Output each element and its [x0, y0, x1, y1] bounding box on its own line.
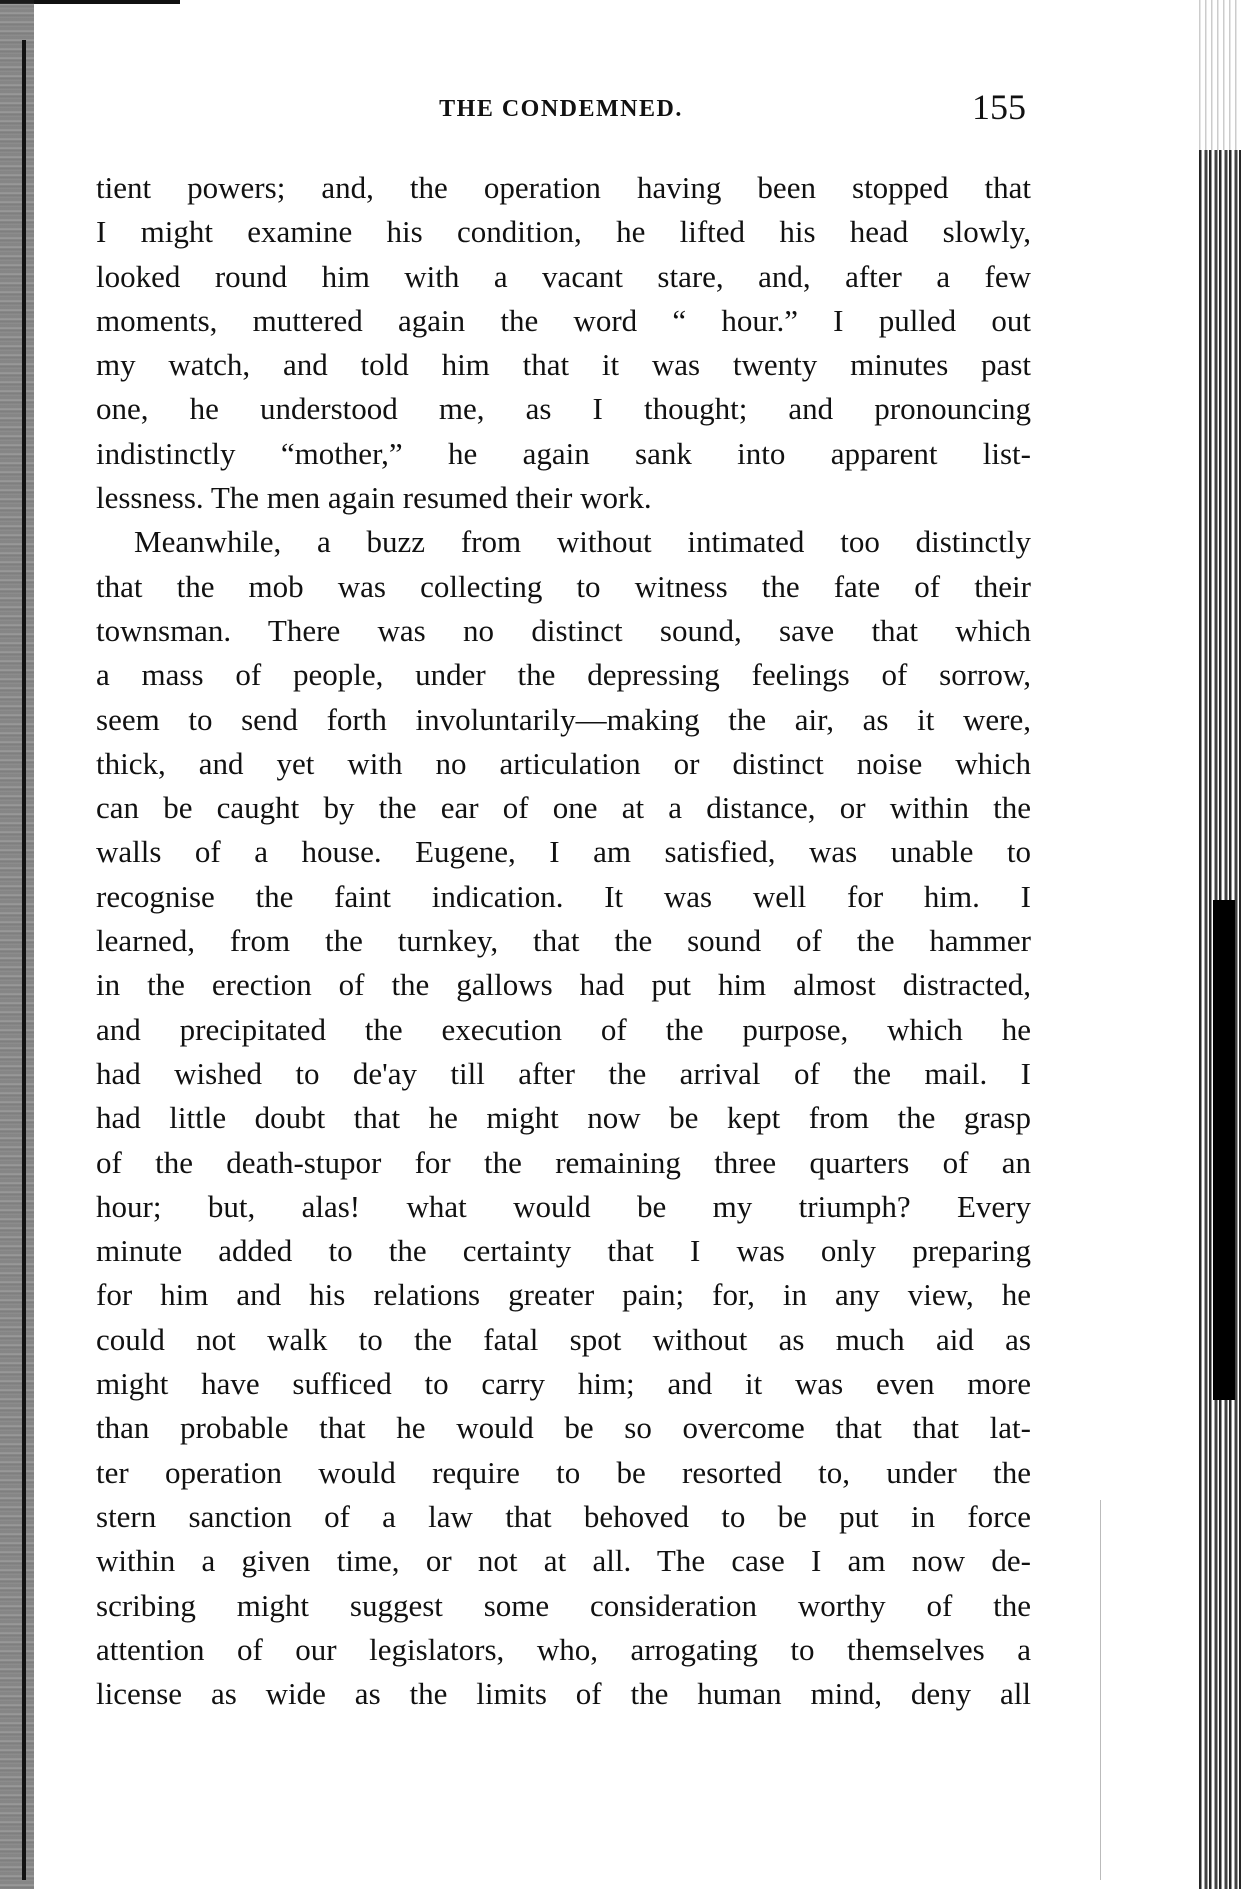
text-line: looked round him with a vacant stare, and, after a few	[96, 258, 1031, 294]
text-line: that the mob was collecting to witness the fate of their	[96, 568, 1031, 604]
text-line: had wished to de'ay till after the arrival of the mail. I	[96, 1055, 1031, 1091]
scan-binding-shadow	[1213, 900, 1235, 1400]
text-line: stern sanction of a law that behoved to be put in force	[96, 1498, 1031, 1534]
text-line: within a given time, or not at all. The case I am now de-	[96, 1543, 1031, 1579]
text-line: can be caught by the ear of one at a distance, or within the	[96, 790, 1031, 826]
text-line: I might examine his condition, he lifted his head slowly,	[96, 214, 1031, 250]
text-line: license as wide as the limits of the human mind, deny all	[96, 1676, 1031, 1712]
body-text	[96, 166, 1031, 1716]
paragraph-2	[96, 520, 1031, 1716]
text-line: seem to send forth involuntarily—making the air, as it were,	[96, 701, 1031, 737]
text-line: attention of our legislators, who, arrogating to themselves a	[96, 1631, 1031, 1667]
text-line: learned, from the turnkey, that the sound of the hammer	[96, 923, 1031, 959]
text-line: in the erection of the gallows had put him almost distracted,	[96, 967, 1031, 1003]
text-line: thick, and yet with no articulation or distinct noise which	[96, 745, 1031, 781]
text-line: could not walk to the fatal spot without as much aid as	[96, 1321, 1031, 1357]
scan-gutter-line	[22, 40, 26, 1880]
text-line: one, he understood me, as I thought; and pronouncing	[96, 391, 1031, 427]
text-line: might have sufficed to carry him; and it was even more	[96, 1366, 1031, 1402]
paragraph-1	[96, 166, 1031, 520]
text-line: than probable that he would be so overcome that that lat-	[96, 1410, 1031, 1446]
text-line: of the death-stupor for the remaining three quarters of an	[96, 1144, 1031, 1180]
text-line: for him and his relations greater pain; for, in any view, he	[96, 1277, 1031, 1313]
running-head: THE CONDEMNED.	[439, 96, 683, 122]
text-line: Meanwhile, a buzz from without intimated too distinctly	[134, 524, 1031, 560]
text-line: walls of a house. Eugene, I am satisfied, was unable to	[96, 834, 1031, 870]
scan-gutter-left	[0, 0, 34, 1889]
scan-margin-line	[1100, 1500, 1101, 1880]
text-line: and precipitated the execution of the purpose, which he	[96, 1011, 1031, 1047]
page-header	[96, 86, 1026, 132]
text-line: tient powers; and, the operation having been stopped that	[96, 170, 1031, 205]
text-line: lessness. The men again resumed their work.	[96, 480, 652, 516]
text-line: had little doubt that he might now be kept from the grasp	[96, 1100, 1031, 1136]
text-line: recognise the faint indication. It was well for him. I	[96, 878, 1031, 914]
text-line: my watch, and told him that it was twenty minutes past	[96, 347, 1031, 383]
text-line: minute added to the certainty that I was only preparing	[96, 1233, 1031, 1269]
text-line: moments, muttered again the word “ hour.” I pulled out	[96, 302, 1031, 338]
text-line: hour; but, alas! what would be my triumph? Every	[96, 1188, 1031, 1224]
text-line: townsman. There was no distinct sound, save that which	[96, 612, 1031, 648]
text-line: a mass of people, under the depressing feelings of sorrow,	[96, 657, 1031, 693]
page-number: 155	[972, 87, 1026, 127]
scan-binding-top	[1199, 0, 1241, 150]
text-line: ter operation would require to be resorted to, under the	[96, 1454, 1031, 1490]
text-line: indistinctly “mother,” he again sank into apparent list-	[96, 435, 1031, 471]
text-line: scribing might suggest some consideration worthy of the	[96, 1587, 1031, 1623]
